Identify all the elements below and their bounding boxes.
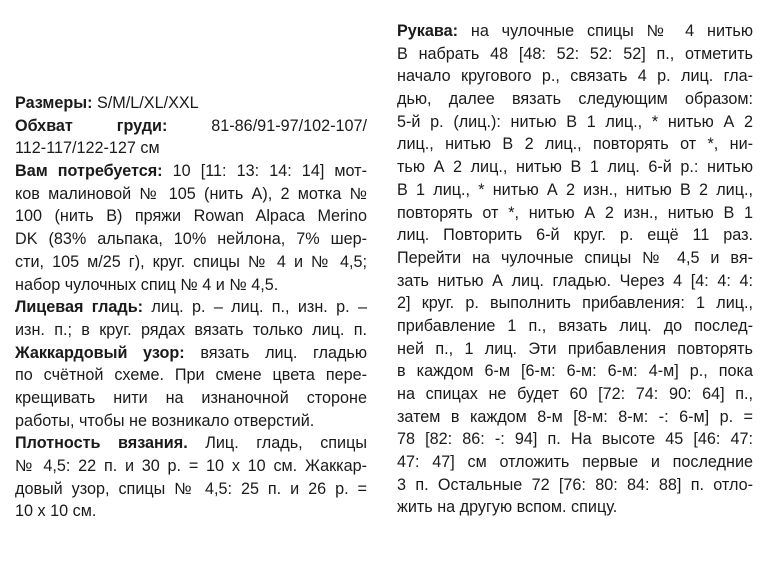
- body-text: ков малиновой № 105 (нить А), 2 мотка №: [15, 184, 367, 203]
- body-text: 47: 47] см отложить первые и последние: [397, 453, 753, 472]
- body-text: 10 х 10 см.: [15, 502, 97, 521]
- section-label: Жаккардовый узор:: [15, 343, 185, 362]
- text-line: [15, 274, 367, 297]
- body-text: 112-117/122-127 см: [15, 139, 160, 158]
- body-text: тью А 2 лиц., нитью В 1 лиц. 6-й р.: нитью: [397, 158, 753, 177]
- text-line: [397, 270, 753, 293]
- text-line: [15, 432, 367, 455]
- text-line: [397, 43, 753, 66]
- text-line: [397, 156, 753, 179]
- body-text: дью, далее вязать следующим образом:: [397, 90, 753, 109]
- body-text: 2] круг. р. выполнить прибавления: 1 лиц.,: [397, 294, 753, 313]
- section-label: Размеры:: [15, 94, 93, 112]
- text-line: [397, 428, 753, 451]
- text-line: [15, 92, 367, 115]
- text-line: [397, 20, 753, 43]
- body-text: Перейти на чулочные спицы № 4,5 и вя-: [397, 248, 753, 267]
- text-line: [15, 296, 367, 319]
- text-line: [397, 496, 753, 519]
- text-line: [397, 474, 753, 497]
- body-text: на спицах не будет 60 [72: 74: 90: 64] п.,: [397, 385, 753, 403]
- body-text: по счётной схеме. При смене цвета пере-: [15, 366, 367, 385]
- body-text: ней п., 1 лиц. Эти прибавления повторять: [397, 339, 753, 358]
- text-line: [397, 247, 753, 270]
- text-line: [397, 292, 753, 315]
- body-text: затем в каждом 8-м [8-м: 8-м: -: 6-м] р. =: [397, 407, 753, 426]
- text-line: [15, 478, 367, 501]
- body-text: жить на другую вспом. спицу.: [397, 498, 618, 517]
- text-line: [397, 338, 753, 361]
- body-text: в каждом 6-м [6-м: 6-м: 6-м: 4-м] р., пока: [397, 362, 753, 381]
- text-line: [15, 115, 367, 138]
- body-text: работы, чтобы не возникало отверстий.: [15, 411, 315, 430]
- text-line: [15, 387, 367, 410]
- text-line: [15, 342, 367, 365]
- body-text: начало кругового р., связать 4 р. лиц. гла-: [397, 67, 753, 86]
- section-label: Плотность вязания.: [15, 434, 188, 453]
- body-text: на чулочные спицы № 4 нитью: [458, 22, 753, 40]
- body-text: лиц., нитью В 2 лиц., повторять от *, ни-: [397, 135, 753, 154]
- section-label: Рукава:: [397, 22, 459, 40]
- text-line: [15, 251, 367, 274]
- body-text: S/M/L/XL/XXL: [92, 94, 199, 112]
- body-text: лиц. Повторить 6-й круг. р. ещё 11 раз.: [397, 226, 753, 245]
- body-text: крещивать нити на изнаночной стороне: [15, 388, 367, 407]
- body-text: № 4,5: 22 п. и 30 р. = 10 х 10 см. Жаккар-: [15, 457, 367, 475]
- right-column: [397, 20, 753, 519]
- text-line: [397, 179, 753, 202]
- text-line: [15, 410, 367, 433]
- body-text: набор чулочных спиц № 4 и № 4,5.: [15, 275, 279, 294]
- text-line: [15, 319, 367, 342]
- text-line: [397, 111, 753, 134]
- section-label: Лицевая гладь:: [15, 298, 144, 317]
- text-line: [397, 451, 753, 474]
- text-line: [397, 133, 753, 156]
- text-line: [397, 360, 753, 383]
- text-line: [397, 202, 753, 225]
- body-text: В набрать 48 [48: 52: 52: 52] п., отметить: [397, 44, 753, 63]
- body-text: Лиц. гладь, спицы: [187, 434, 367, 453]
- body-text: 10 [11: 13: 14: 14] мот-: [162, 162, 367, 181]
- body-text: повторять от *, нитью А 2 изн., нитью В 1: [397, 203, 753, 222]
- section-label: Вам потребуется:: [15, 162, 163, 181]
- body-text: 5-й р. (лиц.): нитью В 1 лиц., * нитью А 2: [397, 112, 753, 131]
- text-line: [397, 315, 753, 338]
- body-text: зать нитью А лиц. гладью. Через 4 [4: 4: 4:: [397, 271, 753, 290]
- body-text: прибавление 1 п., вязать лиц. до послед-: [397, 316, 753, 335]
- text-line: [15, 455, 367, 478]
- body-text: довый узор, спицы № 4,5: 25 п. и 26 р. =: [15, 479, 367, 498]
- section-label: Обхват груди:: [15, 116, 168, 135]
- text-line: [15, 228, 367, 251]
- body-text: сти, 105 м/25 г), круг. спицы № 4 и № 4,5;: [15, 252, 367, 271]
- body-text: DK (83% альпака, 10% нейлона, 7% шер-: [15, 230, 367, 249]
- body-text: изн. п.; в круг. рядах вязать только лиц. п.: [15, 320, 367, 339]
- text-line: [397, 406, 753, 429]
- text-line: [15, 364, 367, 387]
- text-line: [15, 205, 367, 228]
- body-text: 78 [82: 86: -: 94] п. На высоте 45 [46: 47:: [397, 430, 753, 449]
- text-line: [15, 160, 367, 183]
- body-text: 100 (нить В) пряжи Rowan Alpaca Merino: [15, 207, 367, 226]
- body-text: лиц. р. – лиц. п., изн. р. –: [143, 298, 367, 317]
- body-text: 3 п. Остальные 72 [76: 80: 84: 88] п. отло-: [397, 475, 753, 494]
- left-column: [15, 92, 367, 523]
- body-text: В 1 лиц., * нитью А 2 изн., нитью В 2 лиц.,: [397, 180, 753, 199]
- body-text: 81-86/91-97/102-107/: [167, 116, 367, 135]
- text-line: [15, 137, 367, 160]
- text-line: [397, 383, 753, 406]
- text-line: [397, 65, 753, 88]
- text-line: [397, 88, 753, 111]
- body-text: вязать лиц. гладью: [184, 343, 367, 362]
- text-line: [15, 183, 367, 206]
- text-line: [397, 224, 753, 247]
- text-line: [15, 500, 367, 523]
